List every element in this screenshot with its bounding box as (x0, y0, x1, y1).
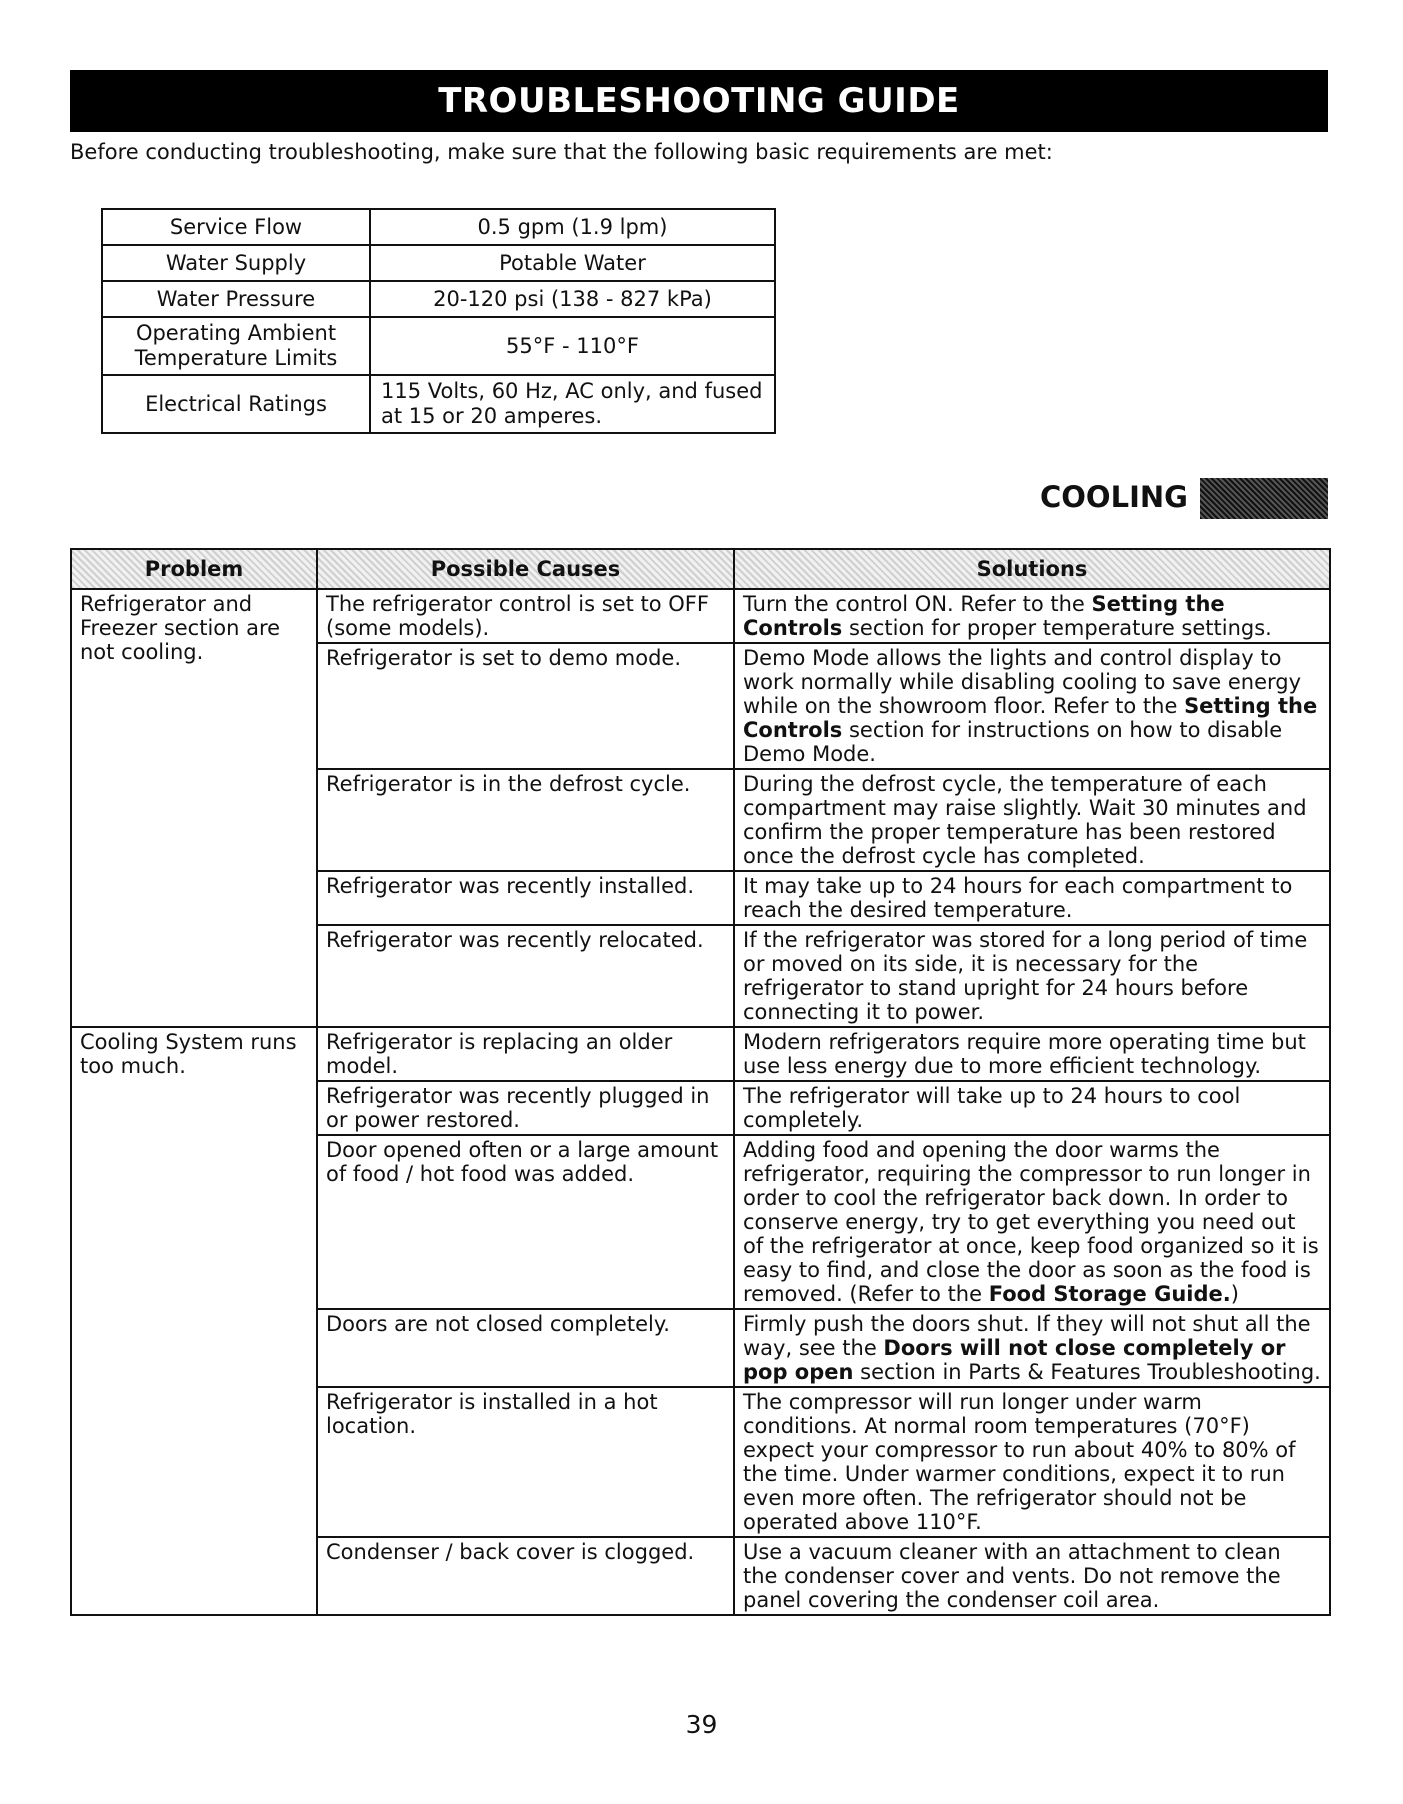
solution-text: Firmly push the doors shut. If they will not shut all the way, see the (743, 1312, 1311, 1360)
cause-cell: Condenser / back cover is clogged. (317, 1537, 734, 1615)
solution-emphasis: Doors will not close completely or pop open (743, 1336, 1286, 1384)
solution-emphasis: Food Storage Guide. (988, 1282, 1231, 1306)
cause-cell: Refrigerator is replacing an older model. (317, 1027, 734, 1081)
header-causes: Possible Causes (317, 549, 734, 589)
header-problem: Problem (71, 549, 317, 589)
solution-text: The compressor will run longer under warm conditions. At normal room temperatures (70°F) expect your compressor to run about 40% to 80% of the time. Under warmer conditions, expect it to run even more often. The refrigerator should not be operated above 110°F. (743, 1390, 1296, 1534)
solution-text: ) (1230, 1282, 1239, 1306)
solution-cell (734, 925, 1330, 1027)
solution-cell (734, 1081, 1330, 1135)
section-bar (1200, 478, 1328, 519)
problem-cell: Cooling System runs too much. (71, 1027, 317, 1615)
table-row (71, 1027, 1330, 1081)
solution-emphasis: Setting the Controls (743, 694, 1318, 742)
solution-cell (734, 769, 1330, 871)
requirement-label: Water Supply (102, 245, 370, 281)
solution-text: Adding food and opening the door warms the refrigerator, requiring the compressor to run longer in order to cool the refrigerator back down. In order to conserve energy, try to get everything you need out of the refrigerator at once, keep food organized so it is easy to find, and close the door as soon as the food is removed. (Refer to the (743, 1138, 1319, 1306)
table-header-row (71, 549, 1330, 589)
solution-text: Turn the control ON. Refer to the (743, 592, 1092, 616)
table-row (71, 589, 1330, 643)
solution-text: section in Parts & Features Troubleshooting. (853, 1360, 1321, 1384)
requirement-label: Electrical Ratings (102, 375, 370, 433)
solution-text: During the defrost cycle, the temperature of each compartment may raise slightly. Wait 30 minutes and confirm the proper temperature has been restored once the defrost cycle has completed. (743, 772, 1307, 868)
requirement-value: Potable Water (370, 245, 775, 281)
solution-cell (734, 1387, 1330, 1537)
requirement-row (102, 375, 775, 433)
requirement-value: 20-120 psi (138 - 827 kPa) (370, 281, 775, 317)
solution-cell (734, 1309, 1330, 1387)
requirement-row (102, 245, 775, 281)
requirement-label: Operating Ambient Temperature Limits (102, 317, 370, 375)
solution-text: Use a vacuum cleaner with an attachment to clean the condenser cover and vents. Do not remove the panel covering the condenser coil area. (743, 1540, 1281, 1612)
solution-text: The refrigerator will take up to 24 hours to cool completely. (743, 1084, 1241, 1132)
header-solutions: Solutions (734, 549, 1330, 589)
intro-text: Before conducting troubleshooting, make sure that the following basic requirements are met: (70, 140, 1053, 164)
solution-cell (734, 643, 1330, 769)
requirement-label: Water Pressure (102, 281, 370, 317)
solution-cell (734, 589, 1330, 643)
solution-cell (734, 1027, 1330, 1081)
cause-cell: Refrigerator was recently relocated. (317, 925, 734, 1027)
requirement-value: 0.5 gpm (1.9 lpm) (370, 209, 775, 245)
cause-cell: Refrigerator was recently installed. (317, 871, 734, 925)
requirement-row (102, 281, 775, 317)
problem-cell: Refrigerator and Freezer section are not cooling. (71, 589, 317, 1027)
cause-cell: Door opened often or a large amount of food / hot food was added. (317, 1135, 734, 1309)
cause-cell: Refrigerator is installed in a hot location. (317, 1387, 734, 1537)
solution-text: If the refrigerator was stored for a long period of time or moved on its side, it is necessary for the refrigerator to stand upright for 24 hours before connecting it to power. (743, 928, 1308, 1024)
requirement-row (102, 209, 775, 245)
solution-cell (734, 1135, 1330, 1309)
section-title: COOLING (1040, 480, 1188, 514)
cause-cell: The refrigerator control is set to OFF (some models). (317, 589, 734, 643)
page-title: TROUBLESHOOTING GUIDE (70, 70, 1328, 132)
troubleshooting-table (70, 548, 1331, 1616)
solution-cell (734, 871, 1330, 925)
cause-cell: Doors are not closed completely. (317, 1309, 734, 1387)
requirement-label: Service Flow (102, 209, 370, 245)
solution-text: Modern refrigerators require more operating time but use less energy due to more efficient technology. (743, 1030, 1306, 1078)
table-body (71, 589, 1330, 1615)
solution-text: section for proper temperature settings. (842, 616, 1272, 640)
solution-text: section for instructions on how to disable Demo Mode. (743, 718, 1283, 766)
requirement-value: 55°F - 110°F (370, 317, 775, 375)
requirements-table (101, 208, 776, 434)
solution-text: Demo Mode allows the lights and control display to work normally while disabling cooling to save energy while on the showroom floor. Refer to the (743, 646, 1302, 718)
cause-cell: Refrigerator is in the defrost cycle. (317, 769, 734, 871)
solution-text: It may take up to 24 hours for each compartment to reach the desired temperature. (743, 874, 1293, 922)
requirement-row (102, 317, 775, 375)
cause-cell: Refrigerator was recently plugged in or power restored. (317, 1081, 734, 1135)
requirement-value: 115 Volts, 60 Hz, AC only, and fused at 15 or 20 amperes. (370, 375, 775, 433)
cause-cell: Refrigerator is set to demo mode. (317, 643, 734, 769)
page-number: 39 (685, 1710, 718, 1739)
solution-cell (734, 1537, 1330, 1615)
solution-emphasis: Setting the Controls (743, 592, 1225, 640)
